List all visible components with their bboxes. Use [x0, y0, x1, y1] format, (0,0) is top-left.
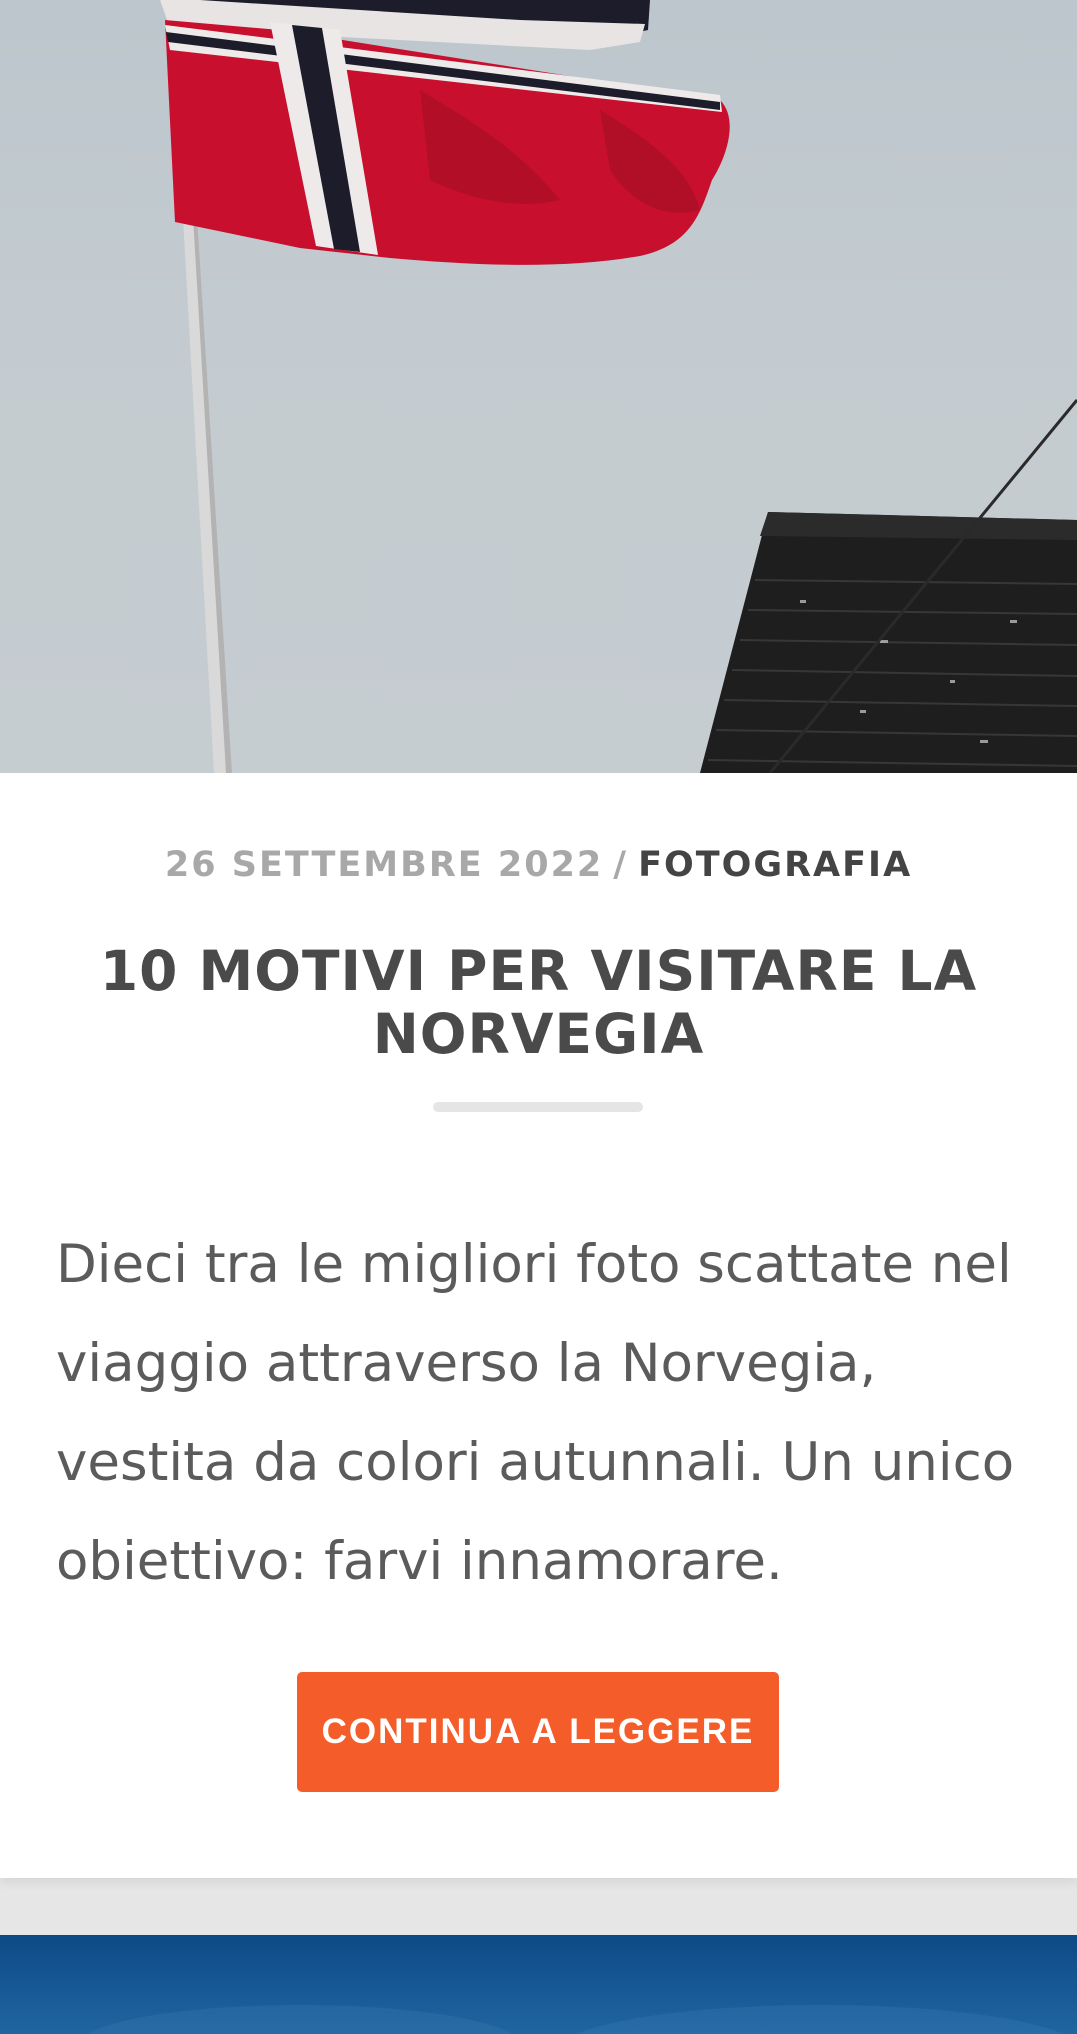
blue-sky-photo — [0, 1935, 1077, 2034]
post-excerpt: Dieci tra le migliori foto scattate nel viaggio attraverso la Norvegia, vestita da colori autunnali. Un unico obiettivo: farvi innamorare. — [56, 1234, 1015, 1592]
post-meta — [0, 845, 1077, 885]
next-post-image[interactable] — [0, 1935, 1077, 2034]
post-title[interactable]: 10 MOTIVI PER VISITARE LA NORVEGIA — [99, 939, 978, 1066]
post-featured-image[interactable] — [0, 0, 1077, 773]
post-date: 26 SETTEMBRE 2022 — [164, 845, 604, 885]
continue-reading-button[interactable]: CONTINUA A LEGGERE — [297, 1672, 779, 1792]
norwegian-flag-photo — [0, 0, 1077, 773]
title-divider — [433, 1102, 643, 1112]
meta-separator: / — [613, 845, 629, 885]
post-category-link[interactable]: FOTOGRAFIA — [638, 845, 913, 885]
